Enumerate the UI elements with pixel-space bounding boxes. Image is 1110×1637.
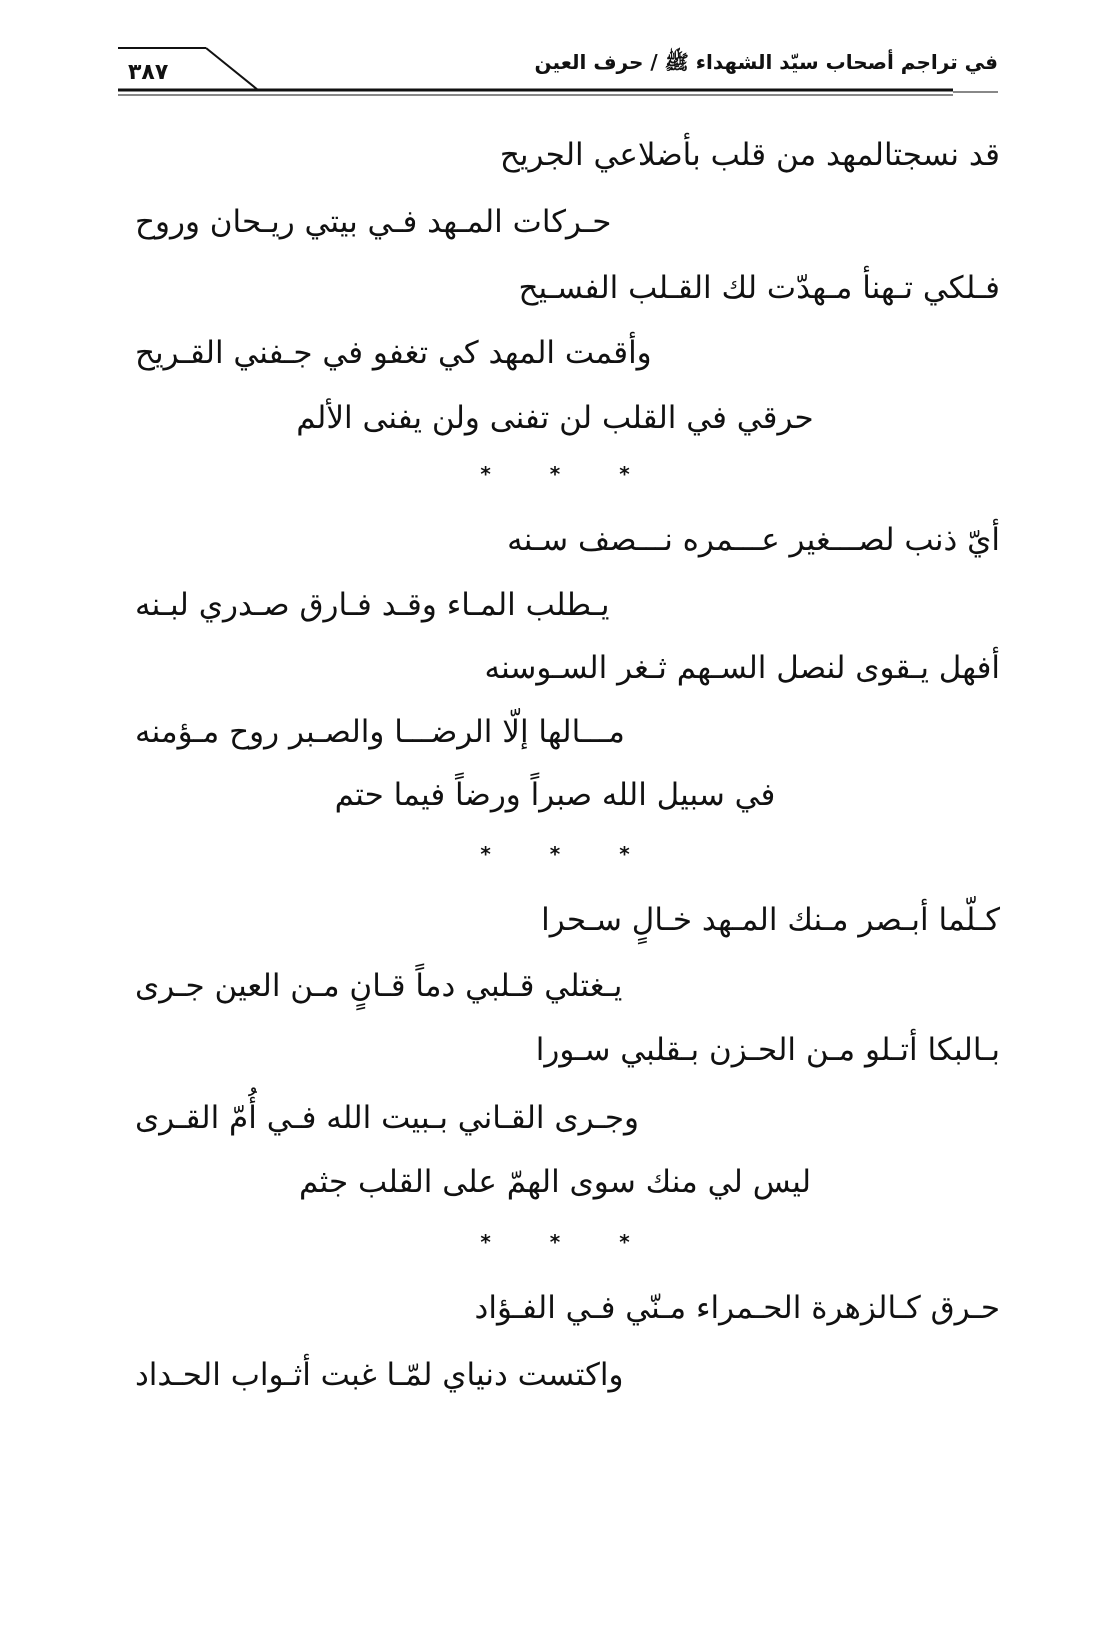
- stanza2-line4: مـــالها إلّا الرضـــا والصـبر روح مـؤمنه: [135, 714, 625, 750]
- stanza1-line1: قد نسجتالمهد من قلب بأضلاعي الجريح: [499, 137, 1000, 173]
- stanza4-line2: واكتست دنياي لمّـا غبت أثـواب الحـداد: [135, 1357, 624, 1393]
- stanza1-line2: حـركات المـهد فـي بيتي ريـحان وروح: [135, 204, 612, 240]
- header-title: في تراجم أصحاب سيّد الشهداء ﷺ / حرف العين: [534, 50, 998, 74]
- stanza4-line1: حـرق كـالزهرة الحـمراء مـنّي فـي الفـؤاد: [474, 1290, 1000, 1326]
- stanza1-line3: فـلكي تـهنأ مـهدّت لك القـلب الفسـيح: [518, 270, 1000, 306]
- stanza2-line2: يـطلب المـاء وقـد فـارق صـدري لبـنه: [135, 587, 610, 623]
- stanza2-refrain: في سبيل الله صبراً ورضاً فيما حتم: [334, 777, 776, 813]
- stanza1-line4: وأقمت المهد كي تغفو في جـفني القـريح: [135, 335, 652, 371]
- running-header: [118, 40, 998, 100]
- stanza3-line1: كـلّما أبـصر مـنك المـهد خـالٍ سـحرا: [541, 902, 1000, 938]
- stanza3-line4: وجـرى القـاني بـبيت الله فـي أُمّ القـرى: [135, 1100, 639, 1136]
- stanza3-line2: يـغتلي قـلبي دماً قـانٍ مـن العين جـرى: [135, 968, 623, 1004]
- stanza3-refrain: ليس لي منك سوى الهمّ على القلب جثم: [298, 1164, 812, 1200]
- stanza-separator-1: * * *: [480, 462, 656, 486]
- stanza3-line3: بـالبكا أتـلو مـن الحـزن بـقلبي سـورا: [535, 1032, 1000, 1068]
- stanza1-refrain: حرقي في القلب لن تفنى ولن يفنى الألم: [296, 400, 814, 436]
- stanza2-line3: أفهل يـقوى لنصل السـهم ثـغر السـوسنه: [484, 650, 1000, 686]
- page-number: ٣٨٧: [128, 60, 169, 85]
- stanza-separator-2: * * *: [480, 842, 656, 866]
- stanza2-line1: أيّ ذنب لصـــغير عـــمره نـــصف سـنه: [507, 522, 1000, 558]
- stanza-separator-3: * * *: [480, 1230, 656, 1254]
